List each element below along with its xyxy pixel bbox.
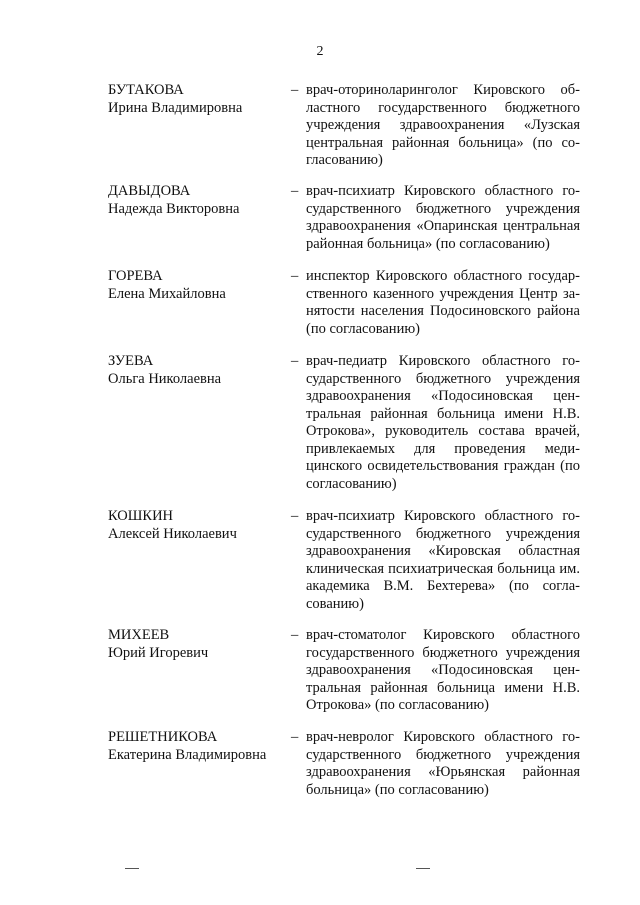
member-name bbox=[108, 627, 283, 662]
member-description: инспектор Кировского областного государственного казенного учреждения Центр занятости населения Подосиновского района (по согласованию) bbox=[306, 268, 580, 337]
given-names: Надежда Викторовна bbox=[108, 200, 240, 217]
surname: ГОРЕВА bbox=[108, 268, 163, 284]
given-names: Алексей Николаевич bbox=[108, 525, 237, 542]
given-names: Екатерина Владимировна bbox=[108, 746, 267, 763]
surname: ДАВЫДОВА bbox=[108, 183, 191, 199]
given-names: Юрий Игоревич bbox=[108, 644, 209, 661]
member-description: врач-психиатр Кировского областного государственного бюджетного учреждения здравоохранения «Опаринская центральная районная больница» (по согласованию) bbox=[306, 183, 580, 252]
surname: МИХЕЕВ bbox=[108, 627, 170, 643]
member-description: врач-стоматолог Кировского областного государственного бюджетного учреждения здравоохранения «Подосиновская центральная районная больница имени Н.В. Отрокова» (по согласованию) bbox=[306, 627, 580, 713]
surname: БУТАКОВА bbox=[108, 82, 184, 98]
member-description: врач-педиатр Кировского областного государственного бюджетного учреждения здравоохранения «Подосиновская центральная районная больница имени Н.В. Отрокова», руководитель состава врачей, привлекаемых для проведения медицинского освидетельствования граждан (по согласованию) bbox=[306, 353, 580, 492]
member-name bbox=[108, 268, 283, 303]
member-name bbox=[108, 729, 283, 764]
dash: – bbox=[291, 183, 299, 199]
dash: – bbox=[291, 729, 299, 745]
dash: – bbox=[291, 627, 299, 643]
surname: КОШКИН bbox=[108, 508, 174, 524]
member-description: врач-психиатр Кировского областного государственного бюджетного учреждения здравоохранения «Кировская областная клиническая психиатрическая больница им. академика В.М. Бехтерева» (по согласованию) bbox=[306, 508, 580, 612]
given-names: Ирина Владимировна bbox=[108, 99, 243, 116]
dash: – bbox=[291, 353, 299, 369]
given-names: Елена Михайловна bbox=[108, 285, 226, 302]
member-name bbox=[108, 183, 283, 218]
member-name bbox=[108, 508, 283, 543]
surname: ЗУЕВА bbox=[108, 353, 154, 369]
scan-mark bbox=[125, 868, 139, 869]
dash: – bbox=[291, 82, 299, 98]
member-description: врач-невролог Кировского областного государственного бюджетного учреждения здравоохранения «Юрьянская районная больница» (по согласованию) bbox=[306, 729, 580, 798]
member-name bbox=[108, 82, 283, 117]
surname: РЕШЕТНИКОВА bbox=[108, 729, 218, 745]
member-description: врач-оториноларинголог Кировского областного государственного бюджетного учреждения здравоохранения «Лузская центральная районная больница» (по согласованию) bbox=[306, 82, 580, 168]
member-name bbox=[108, 353, 283, 388]
dash: – bbox=[291, 508, 299, 524]
scan-mark bbox=[416, 868, 430, 869]
page-number: 2 bbox=[316, 44, 324, 59]
given-names: Ольга Николаевна bbox=[108, 370, 222, 387]
dash: – bbox=[291, 268, 299, 284]
